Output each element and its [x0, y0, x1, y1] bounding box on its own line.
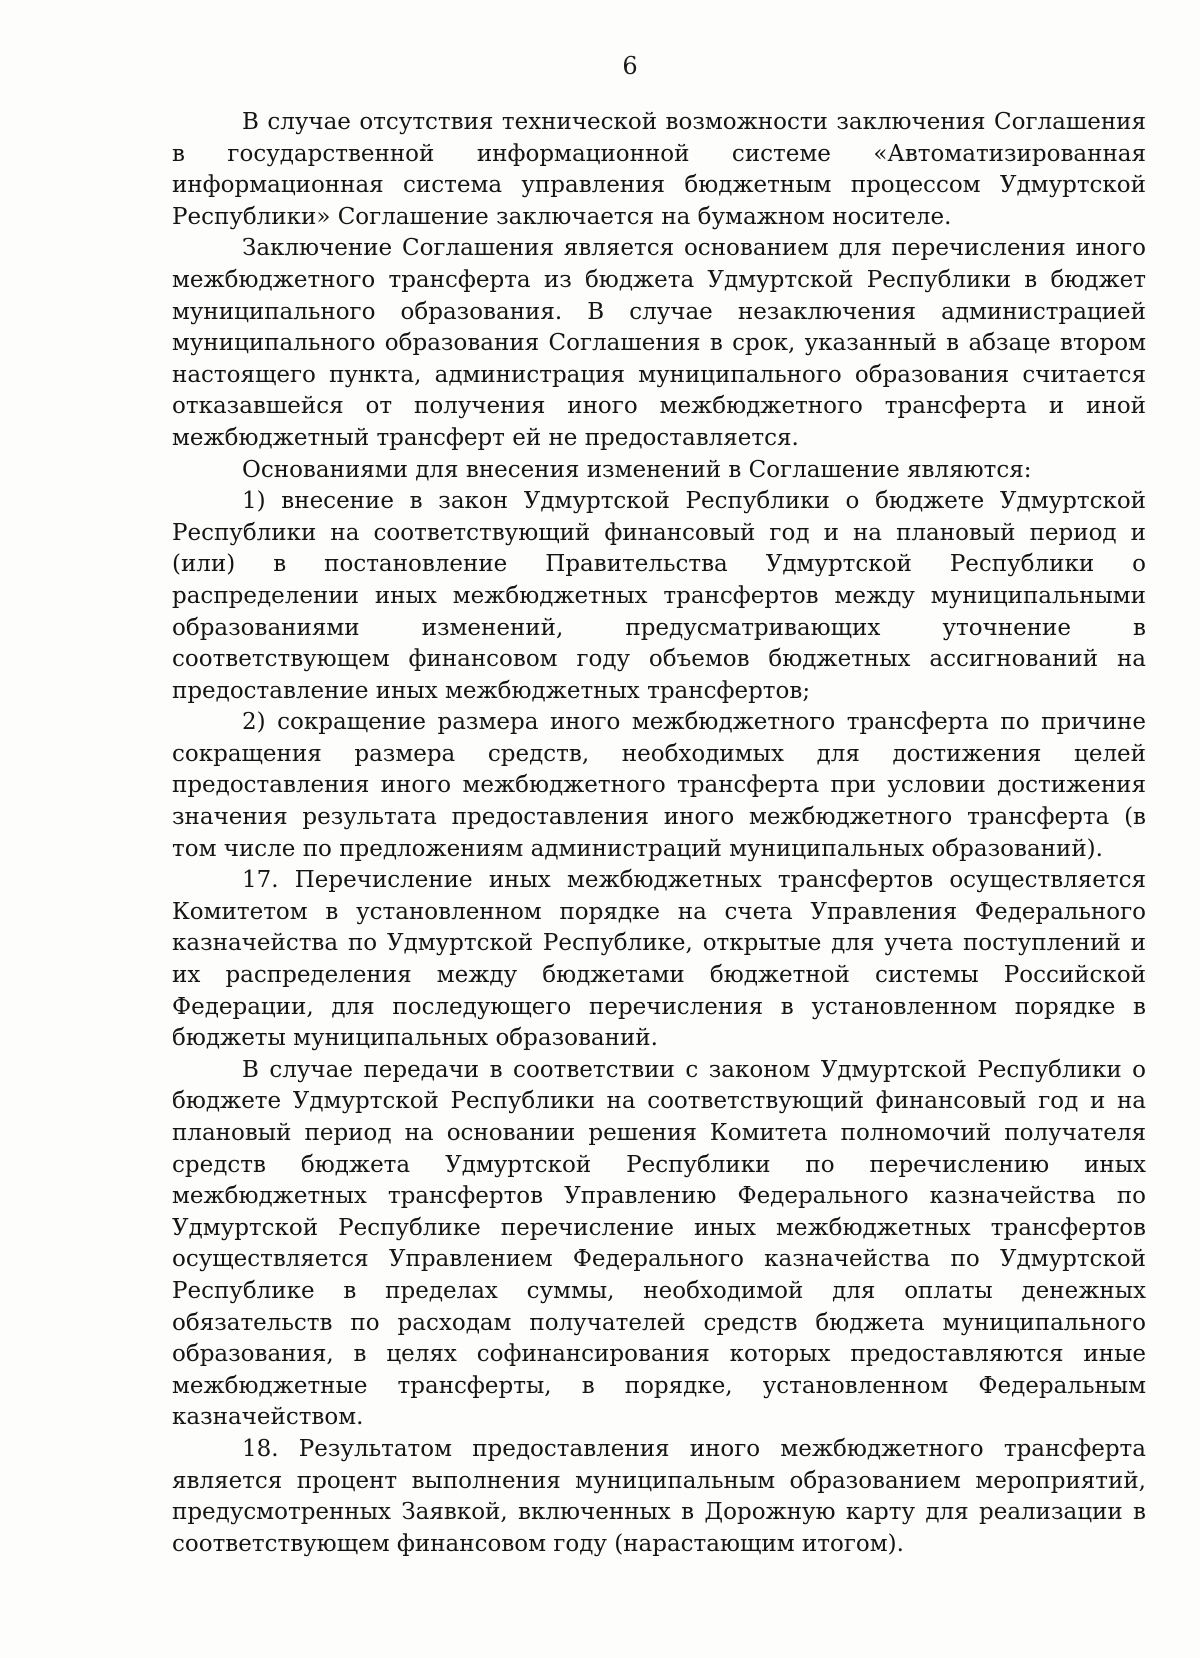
- paragraph-item-1: 1) внесение в закон Удмуртской Республики о бюджете Удмуртской Республики на соответствующий финансовый год и на плановый период и (или) в постановление Правительства Удмуртской Республики о распределении иных межбюджетных трансфертов между муниципальными образованиями изменений, предусматривающих уточнение в соответствующем финансовом году объемов бюджетных ассигнований на предоставление иных межбюджетных трансфертов;: [172, 488, 1146, 704]
- paragraph-no-technical-possibility: В случае отсутствия технической возможности заключения Соглашения в государственной информационной системе «Автоматизированная информационная система управления бюджетным процессом Удмуртской Республики» Соглашение заключается на бумажном носителе.: [172, 109, 1146, 230]
- page-number: 6: [622, 52, 638, 80]
- paragraph-clause-17-transfer-powers: В случае передачи в соответствии с законом Удмуртской Республики о бюджете Удмуртской Республики на соответствующий финансовый год и на плановый период на основании решения Комитета полномочий получателя средств бюджета Удмуртской Республики по перечислению иных межбюджетных трансфертов Управлению Федерального казначейства по Удмуртской Республике перечисление иных межбюджетных трансфертов осуществляется Управлением Федерального казначейства по Удмуртской Республике в пределах суммы, необходимой для оплаты денежных обязательств по расходам получателей средств бюджета муниципального образования, в целях софинансирования которых предоставляются иные межбюджетные трансферты, в порядке, установленном Федеральным казначейством.: [172, 1056, 1146, 1431]
- paragraph-item-2: 2) сокращение размера иного межбюджетного трансферта по причине сокращения размера средств, необходимых для достижения целей предоставления иного межбюджетного трансферта при условии достижения значения результата предоставления иного межбюджетного трансферта (в том числе по предложениям администраций муниципальных образований).: [172, 709, 1146, 862]
- paragraph-agreement-conclusion: Заключение Соглашения является основанием для перечисления иного межбюджетного трансферта из бюджета Удмуртской Республики в бюджет муниципального образования. В случае незаключения администрацией муниципального образования Соглашения в срок, указанный в абзаце втором настоящего пункта, администрация муниципального образования считается отказавшейся от получения иного межбюджетного трансферта и иной межбюджетный трансферт ей не предоставляется.: [172, 235, 1146, 451]
- paragraph-clause-18: 18. Результатом предоставления иного межбюджетного трансферта является процент выполнения муниципальным образованием мероприятий, предусмотренных Заявкой, включенных в Дорожную карту для реализации в соответствующем финансовом году (нарастающим итогом).: [172, 1435, 1146, 1557]
- paragraph-grounds-for-changes: Основаниями для внесения изменений в Соглашение являются:: [242, 456, 1032, 483]
- paragraph-clause-17: 17. Перечисление иных межбюджетных трансфертов осуществляется Комитетом в установленном порядке на счета Управления Федерального казначейства по Удмуртской Республике, открытые для учета поступлений и их распределения между бюджетами бюджетной системы Российской Федерации, для последующего перечисления в установленном порядке в бюджеты муниципальных образований.: [172, 867, 1146, 1052]
- document-body: [172, 107, 1146, 1560]
